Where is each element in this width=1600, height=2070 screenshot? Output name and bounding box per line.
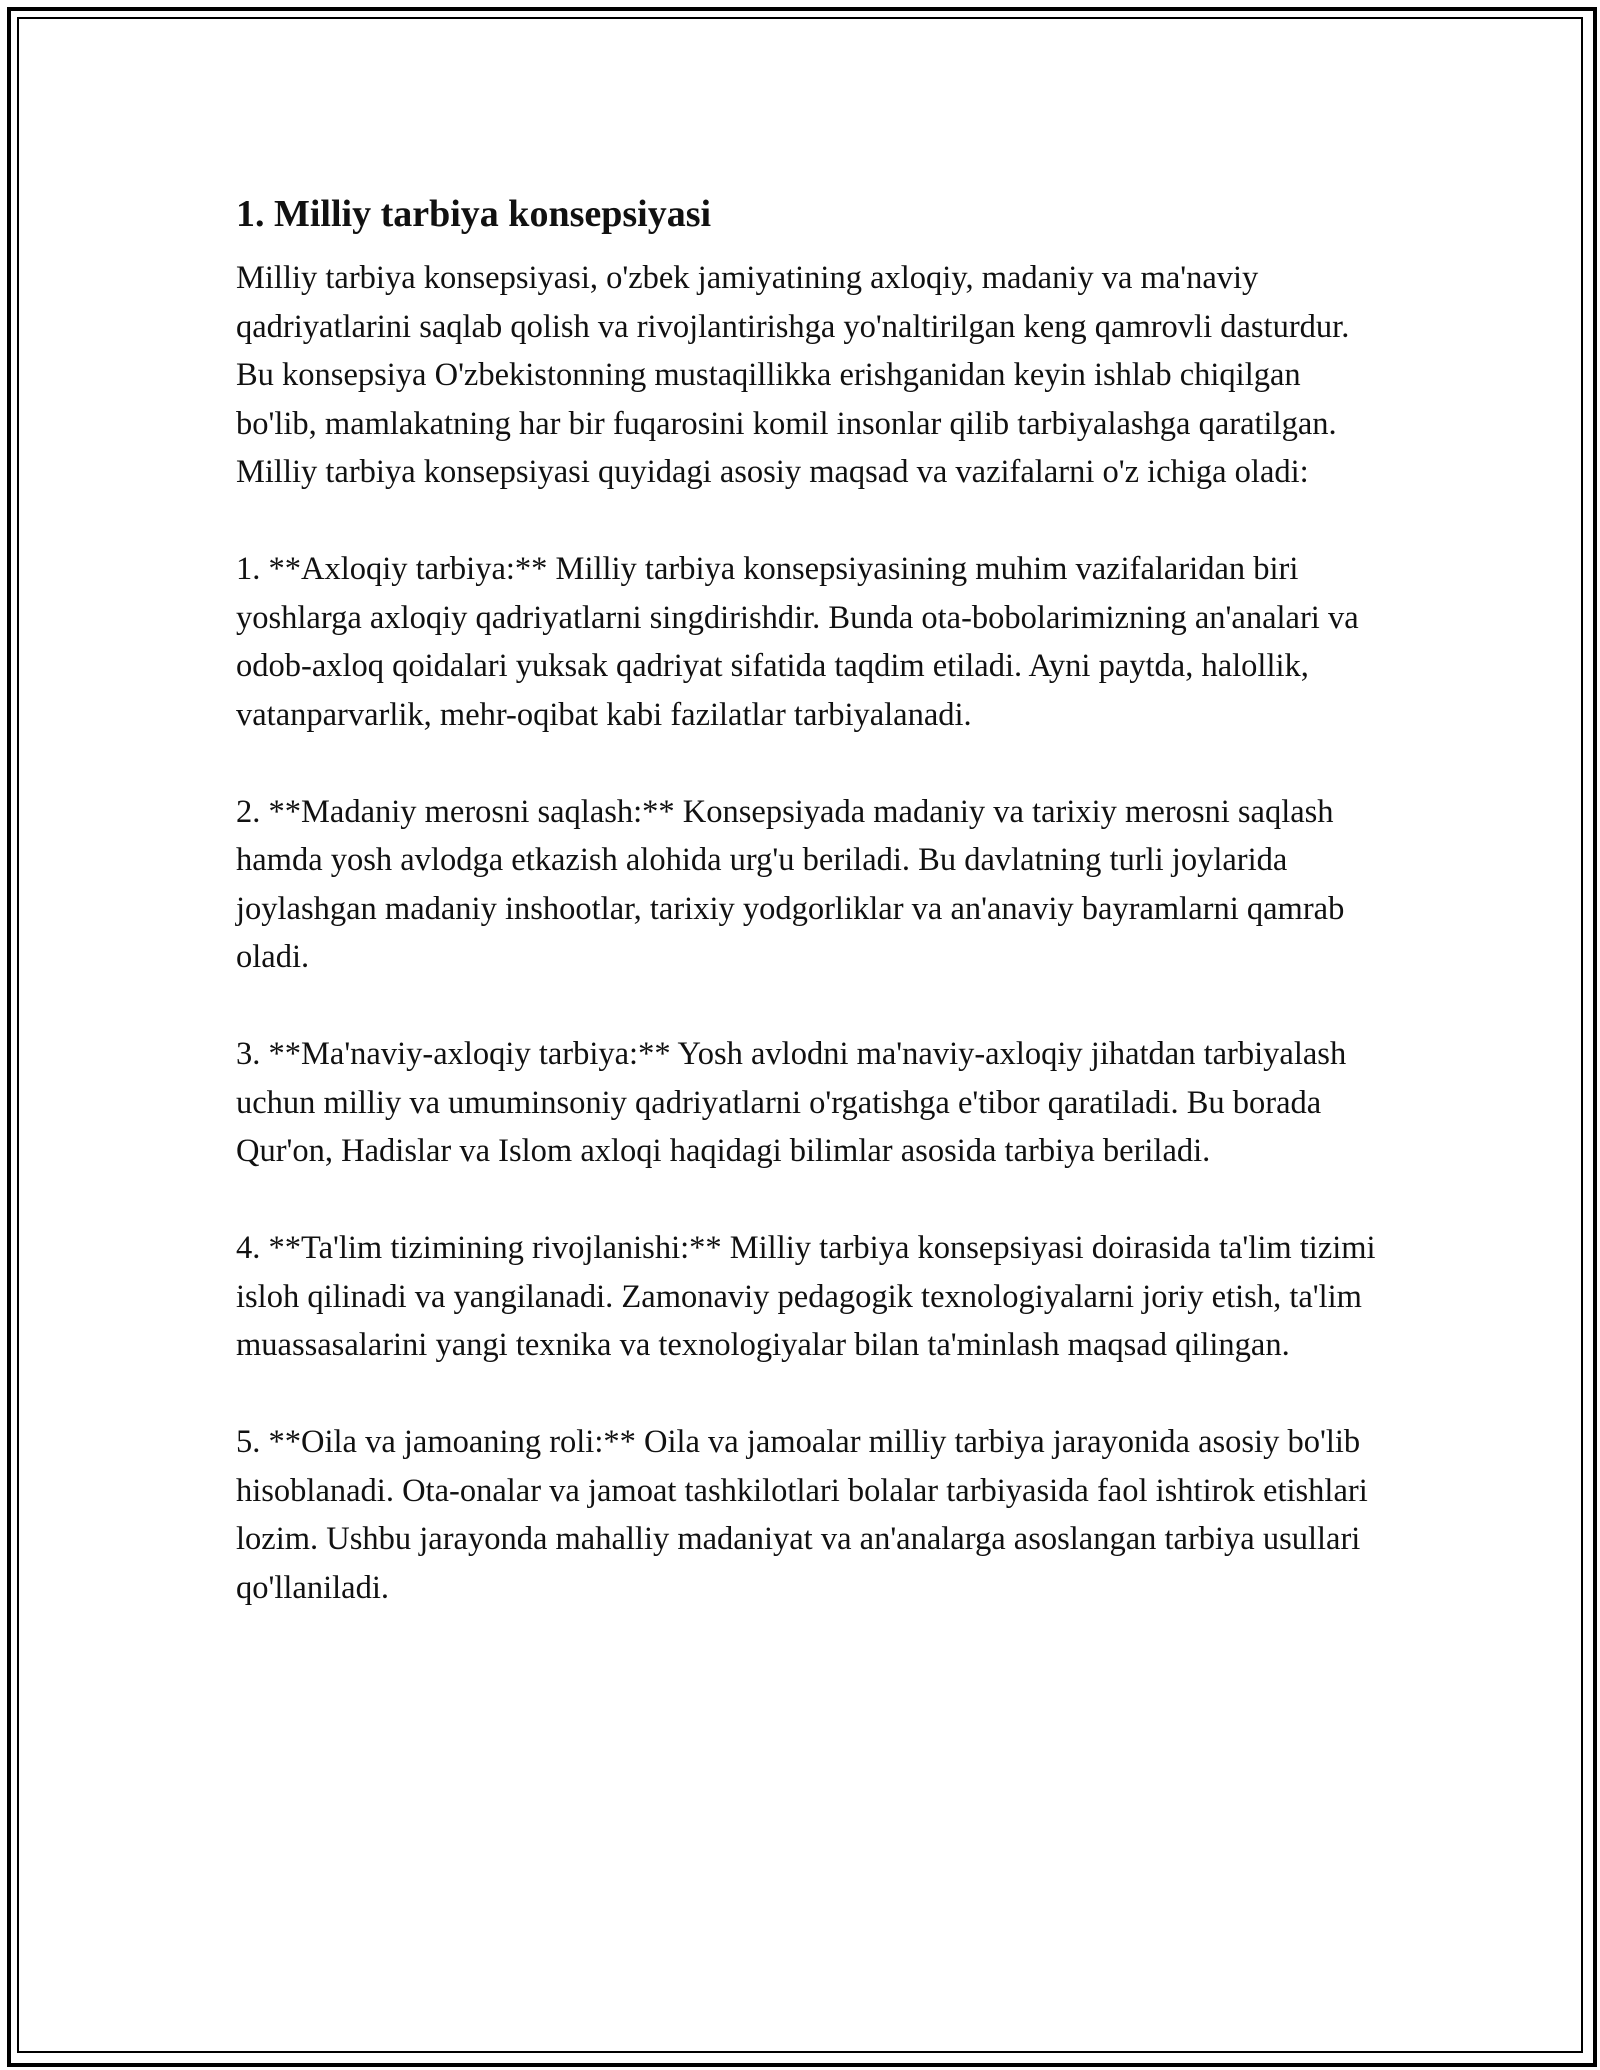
document-body [236, 186, 1376, 1661]
section-paragraph-2: 2. **Madaniy merosni saqlash:** Konsepsiyada madaniy va tarixiy merosni saqlash hamda yosh avlodga etkazish alohida urg'u beriladi. Bu davlatning turli joylarida joylashgan madaniy inshootlar, tarixiy yodgorliklar va an'anaviy bayramlarni qamrab oladi. [236, 793, 1345, 975]
section-paragraph-5: 5. **Oila va jamoaning roli:** Oila va jamoalar milliy tarbiya jarayonida asosiy bo'lib hisoblanadi. Ota-onalar va jamoat tashkilotlari bolalar tarbiyasida faol ishtirok etishlari lozim. Ushbu jarayonda mahalliy madaniyat va an'analarga asoslangan tarbiya usullari qo'llaniladi. [236, 1424, 1368, 1606]
document-title: 1. Milliy tarbiya konsepsiyasi [236, 193, 712, 235]
intro-paragraph: Milliy tarbiya konsepsiyasi, o'zbek jamiyatining axloqiy, madaniy va ma'naviy qadriyatlarini saqlab qolish va rivojlantirishga yo'naltirilgan keng qamrovli dasturdur. Bu konsepsiya O'zbekistonning mustaqillikka erishganidan keyin ishlab chiqilgan bo'lib, mamlakatning har bir fuqarosini komil insonlar qilib tarbiyalashga qaratilgan. Milliy tarbiya konsepsiyasi quyidagi asosiy maqsad va vazifalarni o'z ichiga oladi: [236, 260, 1350, 490]
section-paragraph-4: 4. **Ta'lim tizimining rivojlanishi:** Milliy tarbiya konsepsiyasi doirasida ta'lim tizimi isloh qilinadi va yangilanadi. Zamonaviy pedagogik texnologiyalarni joriy etish, ta'lim muassasalarini yangi texnika va texnologiyalar bilan ta'minlash maqsad qilingan. [236, 1230, 1376, 1363]
section-paragraph-3: 3. **Ma'naviy-axloqiy tarbiya:** Yosh avlodni ma'naviy-axloqiy jihatdan tarbiyalash uchun milliy va umuminsoniy qadriyatlarni o'rgatishga e'tibor qaratiladi. Bu borada Qur'on, Hadislar va Islom axloqi haqidagi bilimlar asosida tarbiya beriladi. [236, 1036, 1347, 1169]
section-paragraph-1: 1. **Axloqiy tarbiya:** Milliy tarbiya konsepsiyasining muhim vazifalaridan biri yoshlarga axloqiy qadriyatlarni singdirishdir. Bunda ota-bobolarimizning an'analari va odob-axloq qoidalari yuksak qadriyat sifatida taqdim etiladi. Ayni paytda, halollik, vatanparvarlik, mehr-oqibat kabi fazilatlar tarbiyalanadi. [236, 551, 1359, 733]
